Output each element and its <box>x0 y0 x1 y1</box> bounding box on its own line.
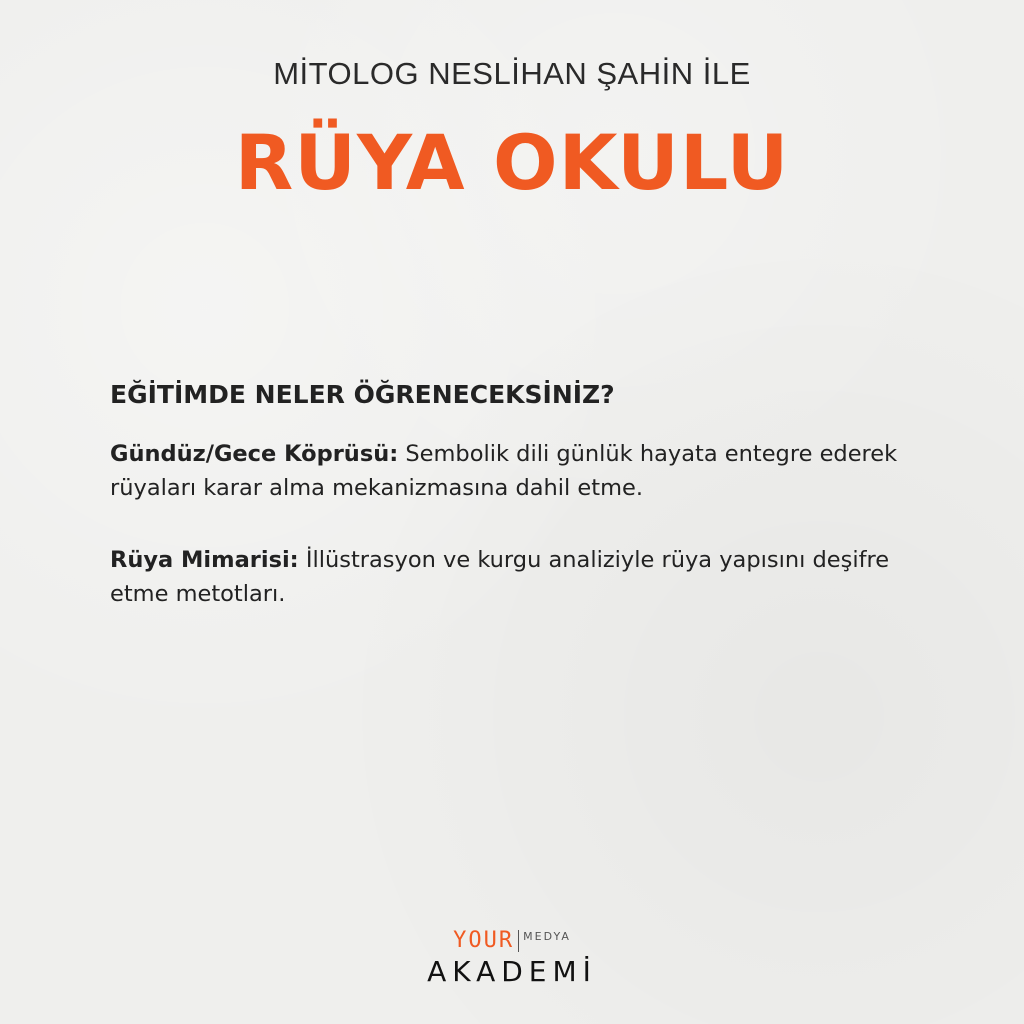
content-section <box>110 380 930 649</box>
item-term: Gündüz/Gece Köprüsü: <box>110 441 399 467</box>
item-description: Sembolik dili günlük hayata entegre ederek rüyaları karar alma mekanizmasına dahil etme. <box>110 441 898 501</box>
item-term: Rüya Mimarisi: <box>110 547 299 573</box>
brand-akademi: AKADEMİ <box>427 955 597 988</box>
section-heading: EĞİTİMDE NELER ÖĞRENECEKSİNİZ? <box>110 380 615 409</box>
brand-row <box>453 928 571 953</box>
list-item <box>110 437 930 505</box>
brand-divider <box>518 930 519 952</box>
page-title: RÜYA OKULU <box>234 118 790 207</box>
subtitle: MİTOLOG NESLİHAN ŞAHİN İLE <box>273 56 751 91</box>
list-item <box>110 543 930 611</box>
brand-your: YOUR <box>453 928 515 953</box>
brand-logo <box>0 928 1024 988</box>
item-description: İllüstrasyon ve kurgu analiziyle rüya yapısını deşifre etme metotları. <box>110 547 890 607</box>
brand-medya: MEDYA <box>523 930 571 943</box>
